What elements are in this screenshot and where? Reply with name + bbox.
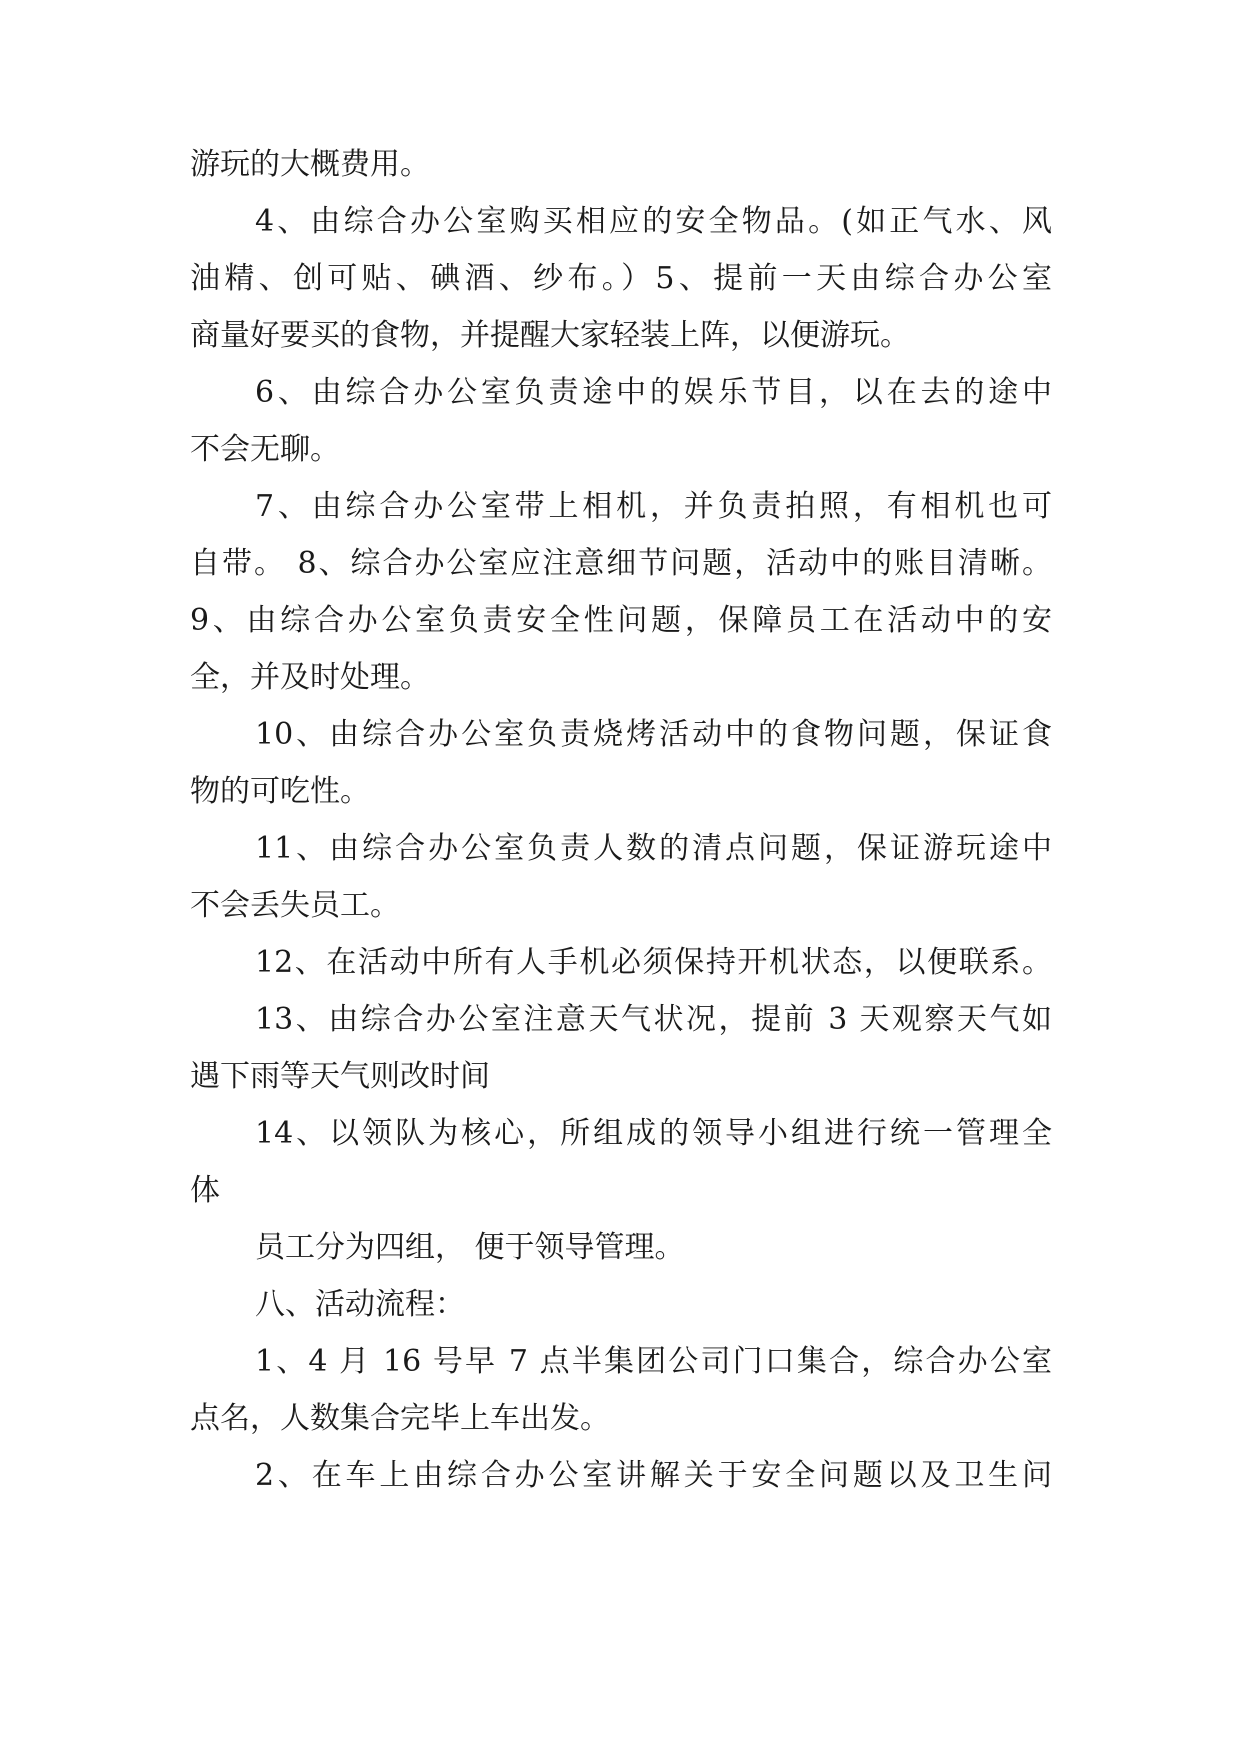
text-line: 10、由综合办公室负责烧烤活动中的食物问题，保证食: [255, 717, 1052, 752]
text-line: 遇下雨等天气则改时间: [190, 1059, 490, 1094]
text-line: 12、在活动中所有人手机必须保持开机状态，以便联系。: [255, 945, 1052, 980]
section-heading: 八、活动流程：: [255, 1287, 465, 1322]
text-line: 2、在车上由综合办公室讲解关于安全问题以及卫生问: [255, 1458, 1052, 1493]
text-line: 9、由综合办公室负责安全性问题，保障员工在活动中的安: [190, 603, 1052, 638]
text-line: 游玩的大概费用。: [190, 147, 430, 182]
text-line: 6、由综合办公室负责途中的娱乐节目，以在去的途中: [255, 375, 1052, 410]
text-line: 11、由综合办公室负责人数的清点问题，保证游玩途中: [255, 831, 1052, 866]
text-line: 自带。 8、综合办公室应注意细节问题，活动中的账目清晰。: [190, 546, 1052, 581]
text-line: 点名，人数集合完毕上车出发。: [190, 1401, 610, 1436]
text-line: 4、由综合办公室购买相应的安全物品。(如正气水、风: [255, 204, 1052, 239]
text-line: 物的可吃性。: [190, 774, 370, 809]
text-line: 不会丢失员工。: [190, 888, 400, 923]
text-line: 全，并及时处理。: [190, 660, 430, 695]
text-line: 员工分为四组， 便于领导管理。: [255, 1230, 685, 1265]
text-line: 油精、创可贴、碘酒、纱布。）5、提前一天由综合办公室: [190, 261, 1052, 296]
text-line: 商量好要买的食物，并提醒大家轻装上阵，以便游玩。: [190, 318, 910, 353]
text-line: 7、由综合办公室带上相机，并负责拍照，有相机也可: [255, 489, 1052, 524]
text-line: 14、以领队为核心，所组成的领导小组进行统一管理全: [255, 1116, 1052, 1151]
text-line: 不会无聊。: [190, 432, 340, 467]
text-line: 13、由综合办公室注意天气状况，提前 3 天观察天气如: [255, 1002, 1052, 1037]
text-line: 1、4 月 16 号早 7 点半集团公司门口集合，综合办公室: [255, 1344, 1052, 1379]
text-line: 体: [190, 1173, 220, 1208]
